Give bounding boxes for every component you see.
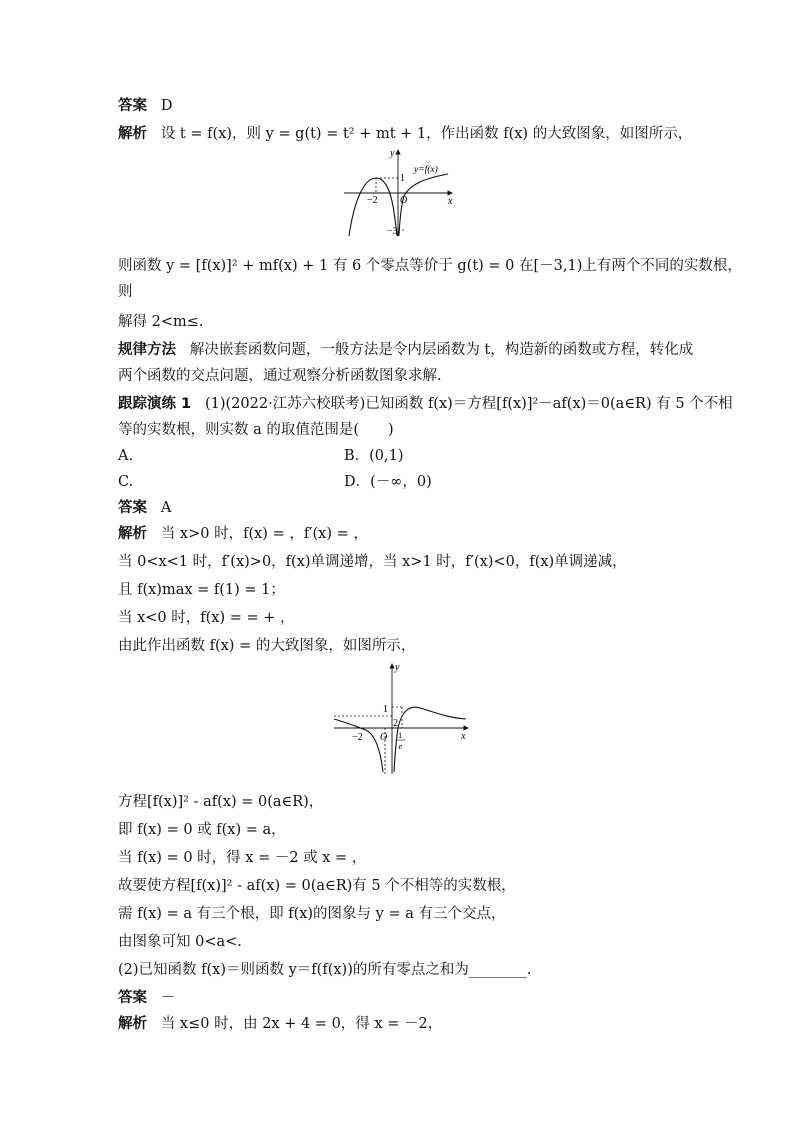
line-text: (2)已知函数 f(x)＝则函数 y＝f(f(x))的所有零点之和为________. bbox=[118, 962, 532, 978]
line-text: 当 f(x) = 0 时，得 x = －2 或 x = ， bbox=[118, 850, 367, 866]
line-text: 解得 2<m≤. bbox=[118, 314, 204, 330]
fig2-tick-1e-den: e bbox=[398, 741, 403, 751]
answer-value: － bbox=[160, 990, 176, 1006]
fig2-tick-neg2: −2 bbox=[352, 732, 363, 743]
line-text: 故要使方程[f(x)]² - af(x) = 0(a∈R)有 5 个不相等的实数根， bbox=[118, 878, 516, 894]
text-line-4 bbox=[118, 282, 133, 302]
answer-line-1 bbox=[118, 96, 172, 116]
analysis-line-2 bbox=[118, 524, 368, 544]
analysis-line-3 bbox=[118, 1014, 442, 1034]
figure-2 bbox=[330, 660, 472, 776]
option-c: C. bbox=[118, 474, 134, 490]
analysis-label: 解析 bbox=[118, 526, 147, 542]
fig1-origin: O bbox=[400, 195, 408, 206]
fig1-y-label: y bbox=[390, 148, 395, 159]
answer-value: A bbox=[160, 500, 172, 516]
text-line-17 bbox=[118, 820, 286, 840]
method-label: 规律方法 bbox=[118, 342, 176, 358]
text-line-15 bbox=[118, 636, 415, 656]
exercise-line-1 bbox=[118, 394, 733, 414]
text-line-16 bbox=[118, 792, 323, 812]
option-b: B．(0,1) bbox=[344, 448, 404, 464]
exercise-label: 跟踪演练 1 bbox=[118, 396, 192, 412]
analysis-text: 当 x≤0 时，由 2x + 4 = 0，得 x = －2， bbox=[160, 1016, 443, 1032]
line-text: 当 x<0 时，f(x) = = + ， bbox=[118, 610, 295, 626]
fig1-x-label: x bbox=[448, 196, 453, 207]
text-line-13 bbox=[118, 580, 285, 600]
line-text: 由图象可知 0<a<. bbox=[118, 934, 242, 950]
fig1-tick-1: 1 bbox=[400, 173, 405, 184]
fig2-tick-1e-num: 1 bbox=[398, 730, 403, 740]
answer-label: 答案 bbox=[118, 990, 147, 1006]
analysis-label: 解析 bbox=[118, 126, 147, 142]
analysis-text: 当 x>0 时，f(x) = ，f′(x) = ， bbox=[160, 526, 368, 542]
text-line-14 bbox=[118, 608, 295, 628]
line-text: 且 f(x)max = f(1) = 1； bbox=[118, 582, 285, 598]
fig1-tick-neg3: −3 bbox=[387, 226, 398, 237]
analysis-line-1 bbox=[118, 124, 692, 144]
text-line-18 bbox=[118, 848, 366, 868]
line-text: 需 f(x) = a 有三个根，即 f(x)的图象与 y = a 有三个交点， bbox=[118, 906, 506, 922]
text-line-12 bbox=[118, 552, 627, 572]
line-text: 则函数 y = [f(x)]² + mf(x) + 1 有 6 个零点等价于 g(t) = 0 在[－3,1)上有两个不同的实数根， bbox=[118, 258, 742, 274]
line-text: 由此作出函数 f(x) = 的大致图象，如图所示， bbox=[118, 638, 416, 654]
curve-left bbox=[334, 719, 383, 772]
method-line-2 bbox=[118, 366, 442, 386]
answer-label: 答案 bbox=[118, 98, 147, 114]
option-d: D．(－∞，0) bbox=[344, 474, 432, 490]
method-text: 解决嵌套函数问题，一般方法是令内层函数为 t，构造新的函数或方程，转化成 bbox=[189, 342, 694, 358]
method-line-1 bbox=[118, 340, 693, 360]
question-2-line bbox=[118, 960, 531, 980]
line-text: 两个函数的交点问题，通过观察分析函数图象求解. bbox=[118, 368, 442, 384]
fig1-curve-label: y=f(x) bbox=[414, 165, 438, 175]
exercise-line-2 bbox=[118, 420, 394, 440]
text-line-3 bbox=[118, 256, 742, 276]
fig2-tick-1: 1 bbox=[383, 704, 388, 715]
analysis-label: 解析 bbox=[118, 1016, 147, 1032]
answer-label: 答案 bbox=[118, 500, 147, 516]
fig1-tick-neg2: −2 bbox=[367, 195, 378, 206]
text-line-20 bbox=[118, 904, 505, 924]
option-a: A. bbox=[118, 448, 134, 464]
fig2-origin: O bbox=[380, 732, 388, 743]
analysis-text: 设 t = f(x)，则 y = g(t) = t² + mt + 1，作出函数 f(x) 的大致图象，如图所示， bbox=[160, 126, 693, 142]
text-line-21 bbox=[118, 932, 242, 952]
fig2-x-label: x bbox=[461, 731, 466, 742]
answer-value: D bbox=[160, 98, 173, 114]
line-text: 则 bbox=[118, 284, 133, 300]
curve-right bbox=[394, 707, 466, 772]
line-text: 方程[f(x)]² - af(x) = 0(a∈R)， bbox=[118, 794, 324, 810]
answer-line-2 bbox=[118, 498, 171, 518]
fig2-tick-2: 2 bbox=[393, 718, 398, 729]
answer-line-3 bbox=[118, 988, 175, 1008]
line-text: 等的实数根，则实数 a 的取值范围是( ) bbox=[118, 422, 394, 438]
text-line-19 bbox=[118, 876, 516, 896]
exercise-text: (1)(2022·江苏六校联考)已知函数 f(x)＝方程[f(x)]²－af(x)＝0(a∈R) 有 5 个不相 bbox=[204, 396, 733, 412]
line-text: 即 f(x) = 0 或 f(x) = a， bbox=[118, 822, 286, 838]
figure-1 bbox=[338, 146, 462, 238]
fig2-y-label: y bbox=[395, 662, 400, 673]
text-line-5 bbox=[118, 312, 204, 332]
line-text: 当 0<x<1 时，f′(x)>0，f(x)单调递增，当 x>1 时，f′(x)<0，f(x)单调递减， bbox=[118, 554, 627, 570]
